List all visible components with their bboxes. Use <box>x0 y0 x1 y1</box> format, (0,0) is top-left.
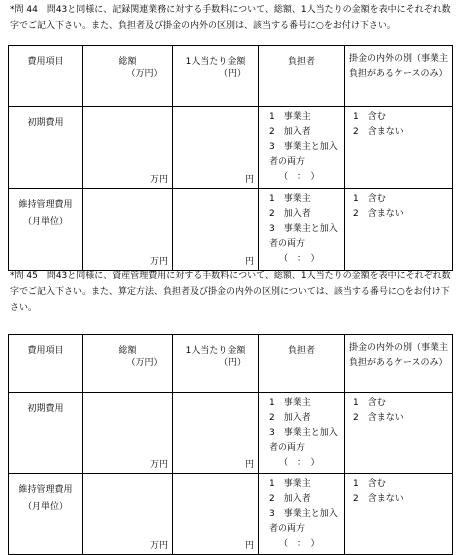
total-input-cell[interactable] <box>83 393 173 474</box>
burden-option[interactable]: 2 加入者 <box>269 127 311 137</box>
burden-ratio-field[interactable]: （ ： ） <box>279 539 320 549</box>
total-unit: 万円 <box>149 174 168 185</box>
per-person-unit: 円 <box>244 256 254 267</box>
burden-option[interactable]: 1 事業主 <box>269 194 311 204</box>
burden-option[interactable]: 2 加入者 <box>269 209 311 219</box>
burden-ratio-field[interactable]: （ ： ） <box>279 172 320 182</box>
inclusion-option[interactable]: 2 含まない <box>353 209 404 219</box>
row-label: 維持管理費用 <box>18 200 73 210</box>
header-total-label: 総額 <box>118 346 137 356</box>
total-input-cell[interactable] <box>83 107 173 189</box>
per-person-unit: 円 <box>244 540 254 551</box>
burden-option[interactable]: 2 加入者 <box>269 413 311 423</box>
total-unit: 万円 <box>149 540 168 551</box>
row-label: 初期費用 <box>27 404 64 414</box>
header-total-label: 総額 <box>118 57 137 67</box>
row-label: 初期費用 <box>27 118 64 128</box>
row-label-maintenance-cost <box>9 189 83 271</box>
inclusion-options[interactable] <box>345 474 453 555</box>
header-per-person-unit: （円） <box>218 358 246 369</box>
header-total <box>83 335 173 393</box>
header-contribution-inclusion: 掛金の内外の別（事業主負担があるケースのみ） <box>345 46 453 107</box>
table-header-row <box>9 46 453 107</box>
per-person-input-cell[interactable] <box>173 107 259 189</box>
inclusion-option[interactable]: 1 含む <box>353 112 386 122</box>
header-per-person-label: 1人当たり金額 <box>185 57 246 67</box>
row-label-sub: （月単位） <box>22 217 68 227</box>
header-cost-item: 費用項目 <box>9 335 83 393</box>
inclusion-option[interactable]: 2 含まない <box>353 494 404 504</box>
table-row <box>9 474 453 555</box>
header-contribution-inclusion: 掛金の内外の別（事業主負担があるケースのみ） <box>345 335 453 393</box>
header-per-person-label: 1人当たり金額 <box>185 346 246 356</box>
burden-option[interactable]: 1 事業主 <box>269 479 311 489</box>
question-45-table <box>8 334 453 555</box>
inclusion-option[interactable]: 1 含む <box>353 479 386 489</box>
header-total-unit: （万円） <box>126 69 163 80</box>
header-burden: 負担者 <box>259 46 345 107</box>
header-cost-item: 費用項目 <box>9 46 83 107</box>
per-person-unit: 円 <box>244 459 254 470</box>
row-label-sub: （月単位） <box>22 502 68 512</box>
burden-option-cont: 者の両方 <box>269 443 306 453</box>
burden-options[interactable] <box>259 189 345 271</box>
inclusion-option[interactable]: 1 含む <box>353 398 386 408</box>
inclusion-options[interactable] <box>345 107 453 189</box>
table-header-row <box>9 335 453 393</box>
total-input-cell[interactable] <box>83 189 173 271</box>
row-label-initial-cost <box>9 107 83 189</box>
burden-option[interactable]: 3 事業主と加入 <box>269 428 338 438</box>
per-person-input-cell[interactable] <box>173 189 259 271</box>
total-unit: 万円 <box>149 459 168 470</box>
burden-options[interactable] <box>259 107 345 189</box>
burden-option[interactable]: 3 事業主と加入 <box>269 142 338 152</box>
inclusion-options[interactable] <box>345 189 453 271</box>
header-per-person <box>173 335 259 393</box>
burden-option-cont: 者の両方 <box>269 239 306 249</box>
burden-option[interactable]: 1 事業主 <box>269 112 311 122</box>
burden-option[interactable]: 1 事業主 <box>269 398 311 408</box>
burden-option-cont: 者の両方 <box>269 157 306 167</box>
burden-options[interactable] <box>259 474 345 555</box>
question-44-table <box>8 45 453 271</box>
burden-options[interactable] <box>259 393 345 474</box>
row-label: 維持管理費用 <box>18 485 73 495</box>
inclusion-option[interactable]: 2 含まない <box>353 413 404 423</box>
inclusion-option[interactable]: 2 含まない <box>353 127 404 137</box>
burden-ratio-field[interactable]: （ ： ） <box>279 458 320 468</box>
per-person-input-cell[interactable] <box>173 393 259 474</box>
table-row <box>9 393 453 474</box>
inclusion-option[interactable]: 1 含む <box>353 194 386 204</box>
burden-option[interactable]: 3 事業主と加入 <box>269 224 338 234</box>
total-unit: 万円 <box>149 256 168 267</box>
header-per-person-unit: （円） <box>218 69 246 80</box>
header-total-unit: （万円） <box>126 358 163 369</box>
table-row <box>9 189 453 271</box>
row-label-maintenance-cost <box>9 474 83 555</box>
header-total <box>83 46 173 107</box>
row-label-initial-cost <box>9 393 83 474</box>
per-person-unit: 円 <box>244 174 254 185</box>
burden-option[interactable]: 3 事業主と加入 <box>269 509 338 519</box>
burden-ratio-field[interactable]: （ ： ） <box>279 254 320 264</box>
question-44-text: *問 44 問43と同様に、記録関連業務に対する手数料について、総額、1人当たりの金額を表中にそれぞれ数字でご記入下さい。また、負担者及び掛金の内外の区別は、該当する番号に○をお付け下さい。 <box>10 5 451 31</box>
question-45-text: *問 45 問43と同様に、資産管理費用に対する手数料について、総額、1人当たりの金額を表中にそれぞれ数字でご記入下さい。また、算定方法、負担者及び掛金の内外の区別については、該当する番号に○をお付け下さい。 <box>10 271 451 313</box>
burden-option-cont: 者の両方 <box>269 524 306 534</box>
inclusion-options[interactable] <box>345 393 453 474</box>
table-row <box>9 107 453 189</box>
header-burden: 負担者 <box>259 335 345 393</box>
per-person-input-cell[interactable] <box>173 474 259 555</box>
burden-option[interactable]: 2 加入者 <box>269 494 311 504</box>
header-per-person <box>173 46 259 107</box>
total-input-cell[interactable] <box>83 474 173 555</box>
